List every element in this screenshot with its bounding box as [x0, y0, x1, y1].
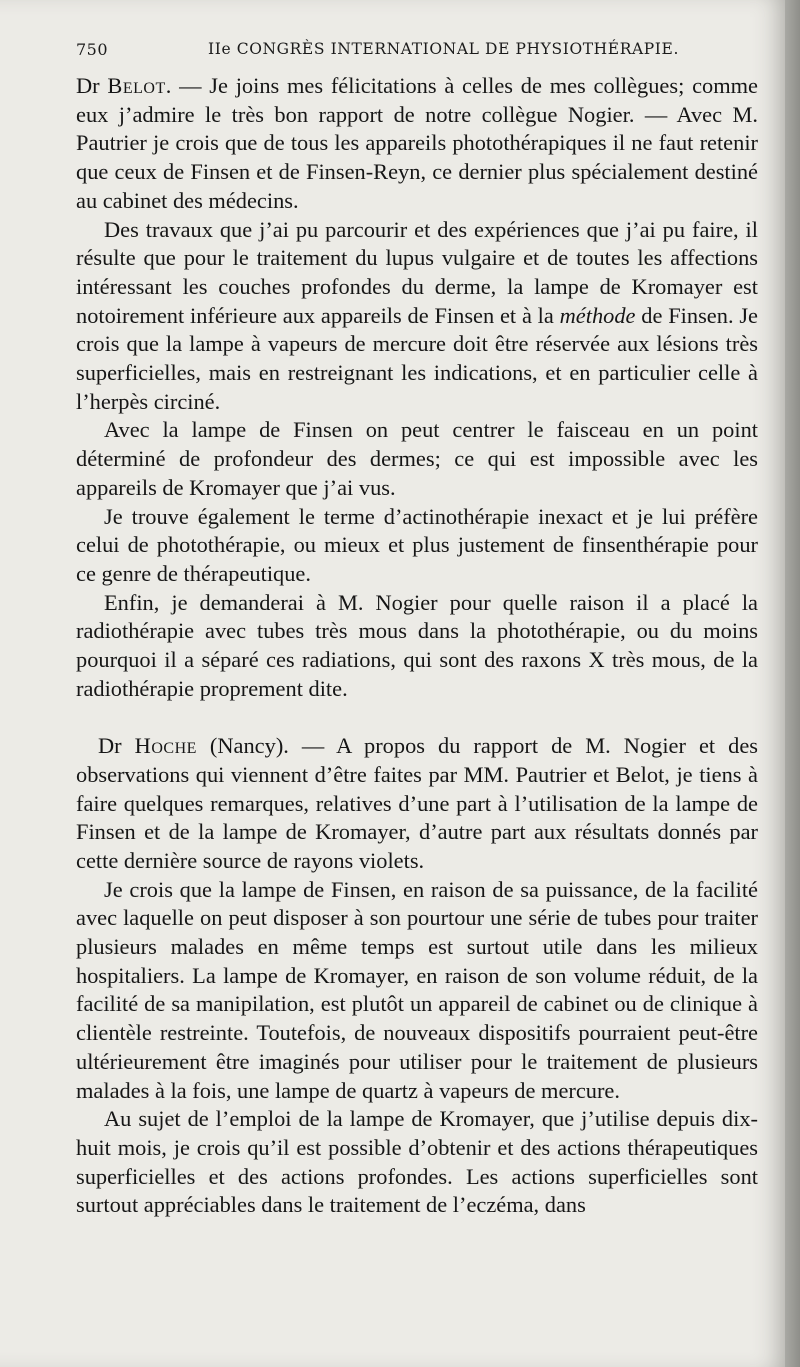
- body-text: [76, 72, 758, 1220]
- page-header: [76, 40, 756, 64]
- running-title: IIe CONGRÈS INTERNATIONAL DE PHYSIOTHÉRAPIE.: [208, 40, 679, 58]
- hoche-paragraph-3: Au sujet de l’emploi de la lampe de Kromayer, que j’utilise depuis dix-huit mois, je crois qu’il est possible d’obtenir et des actions thérapeutiques superficielles et des actions profondes. Les actions superficielles sont surtout appréciables dans le traitement de l’eczéma, dans: [76, 1106, 758, 1218]
- speaker-name-hoche: Hoche: [134, 733, 197, 759]
- belot-paragraph-3: Avec la lampe de Finsen on peut centrer le faisceau en un point déterminé de profondeur des dermes; ce qui est impossible avec les appareils de Kromayer que j’ai vus.: [76, 417, 758, 500]
- belot-paragraph-2-italic: méthode: [559, 302, 636, 328]
- hoche-paragraph-2: Je crois que la lampe de Finsen, en raison de sa puissance, de la facilité avec laquelle on peut disposer à son pourtour une série de tubes pour traiter plusieurs malades en même temps est surtout utile dans les milieux hospitaliers. La lampe de Kromayer, en raison de son volume réduit, de la facilité de sa manipilation, est plutôt un appareil de cabinet ou de clinique à clientèle restreinte. Toutefois, de nouveaux dispositifs pourraient peut-être ultérieurement être imaginés pour utiliser pour le traitement de plusieurs malades à la fois, une lampe de quartz à vapeurs de mercure.: [76, 876, 758, 1103]
- belot-paragraph-2: [76, 216, 758, 417]
- speaker-title-belot: Dr: [76, 73, 100, 98]
- belot-paragraph-2-before: Des travaux que j’ai pu parcourir et des expériences que j’ai pu faire, il résulte que pour le traitement du lupus vulgaire et de toutes les affections intéressant les couches profondes du derme, la lampe de Kromayer est notoirement inférieure aux appareils de Finsen et à la: [76, 216, 758, 328]
- hoche-paragraph-1-text: (Nancy). — A propos du rapport de M. Nogier et des observations qui viennent d’être faites par MM. Pautrier et Belot, je tiens à faire quelques remarques, relatives d’une part à l’utilisation de la lampe de Finsen et de la lampe de Kromayer, d’autre part aux résultats donnés par cette dernière source de rayons violets.: [76, 733, 758, 873]
- belot-paragraph-2-after: de Finsen. Je crois que la lampe à vapeurs de mercure doit être réservée aux lésions très superficielles, mais en restreignant les indications, et en particulier celle à l’herpès circiné.: [76, 302, 758, 414]
- belot-intro-paragraph: [76, 72, 758, 216]
- belot-paragraph-4: Je trouve également le terme d’actinothérapie inexact et je lui préfère celui de photothérapie, ou mieux et plus justement de finsenthérapie pour ce genre de thérapeutique.: [76, 503, 758, 586]
- page-number: 750: [76, 40, 109, 59]
- belot-paragraph-1-text: . — Je joins mes félicitations à celles de mes collègues; comme eux j’admire le très bon rapport de notre collègue Nogier. — Avec M. Pautrier je crois que de tous les appareils photothérapiques il ne faut retenir que ceux de Finsen et de Finsen-Reyn, ce dernier plus spécialement destiné au cabinet des médecins.: [76, 73, 758, 213]
- speaker-name-belot: Belot: [107, 73, 166, 98]
- speaker-title-hoche: Dr: [98, 733, 122, 759]
- hoche-intro-paragraph: [76, 732, 758, 876]
- page-edge-shadow: [785, 0, 800, 1367]
- belot-paragraph-5: Enfin, je demanderai à M. Nogier pour quelle raison il a placé la radiothérapie avec tubes très mous dans la photothérapie, ou du moins pourquoi il a séparé ces radiations, qui sont des raxons X très mous, de la radiothérapie proprement dite.: [76, 589, 758, 701]
